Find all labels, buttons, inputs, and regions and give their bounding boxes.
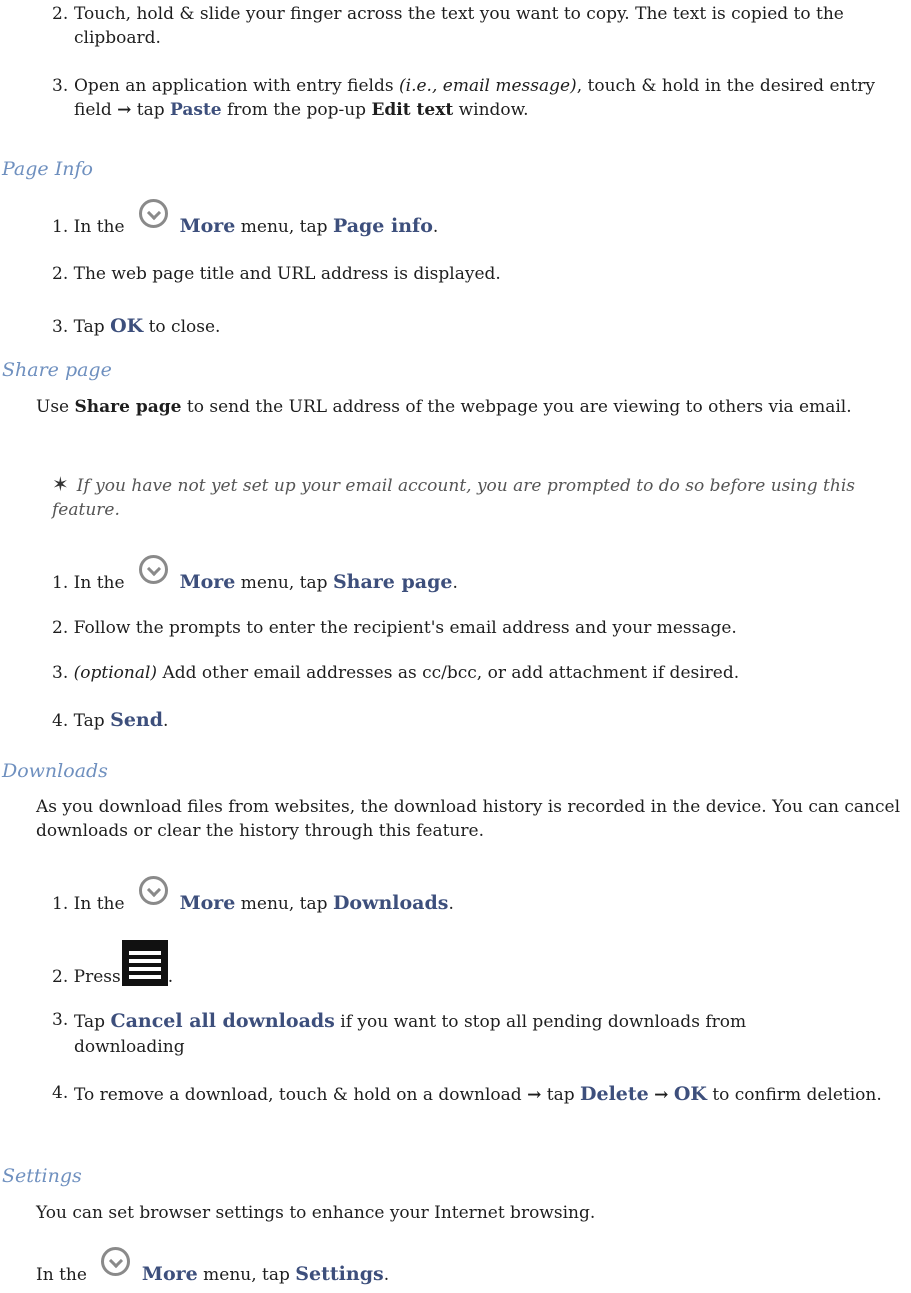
downloads-step-2: 2. Press . xyxy=(52,940,173,989)
arrow-icon: → xyxy=(654,1085,669,1105)
step-text: Touch, hold & slide your finger across the text you want to copy. The text is copied to the clipboard. xyxy=(74,4,844,49)
share-page-step-3: 3. (optional) Add other email addresses as cc/bcc, or add attachment if desired. xyxy=(52,663,740,683)
downloads-step-1: 1. In the More menu, tap Downloads. xyxy=(52,884,454,917)
note-star-icon: ✶ xyxy=(52,472,69,496)
heading-share-page: Share page xyxy=(2,359,112,381)
more-icon xyxy=(139,555,168,584)
step-copy-2 xyxy=(52,2,907,50)
step-number: 2. xyxy=(52,4,69,24)
share-page-step-2: 2. Follow the prompts to enter the recipient's email address and your message. xyxy=(52,618,737,638)
step-text: Open an application with entry fields (i.e., email message), touch & hold in the desired entry field → tap Paste from the pop-up Edit text window. xyxy=(74,76,876,121)
heading-downloads: Downloads xyxy=(2,760,108,782)
share-page-intro: Use Share page to send the URL address of the webpage you are viewing to others via email. xyxy=(36,397,852,417)
settings-intro: You can set browser settings to enhance your Internet browsing. xyxy=(36,1203,596,1223)
arrow-icon: → xyxy=(527,1085,542,1105)
settings-line: In the More menu, tap Settings. xyxy=(36,1255,389,1288)
page-info-step-3: 3. Tap OK to close. xyxy=(52,315,221,337)
downloads-step-4: 4. To remove a download, touch & hold on a download → tap Delete → OK to confirm deletion. xyxy=(52,1083,882,1105)
more-icon xyxy=(139,876,168,905)
menu-key-icon xyxy=(122,940,168,986)
step-copy-3 xyxy=(52,74,907,122)
step-number: 3. xyxy=(52,76,69,96)
share-page-note: ✶ If you have not yet set up your email account, you are prompted to do so before using this feature. xyxy=(52,472,855,521)
more-icon xyxy=(101,1247,130,1276)
page-info-step-2: 2. The web page title and URL address is displayed. xyxy=(52,264,501,284)
heading-page-info: Page Info xyxy=(2,158,93,180)
heading-settings: Settings xyxy=(2,1165,82,1187)
arrow-icon: → xyxy=(117,100,132,121)
page-info-step-1: 1. In the More menu, tap Page info. xyxy=(52,207,438,240)
downloads-step-3: 3. Tap Cancel all downloads if you want to stop all pending downloads from downloading xyxy=(52,1010,747,1057)
share-page-step-4: 4. Tap Send. xyxy=(52,709,169,731)
downloads-intro: As you download files from websites, the download history is recorded in the device. You can cancel downloads or clear the history through this feature. xyxy=(36,797,901,842)
more-icon xyxy=(139,199,168,228)
share-page-step-1: 1. In the More menu, tap Share page. xyxy=(52,563,458,596)
